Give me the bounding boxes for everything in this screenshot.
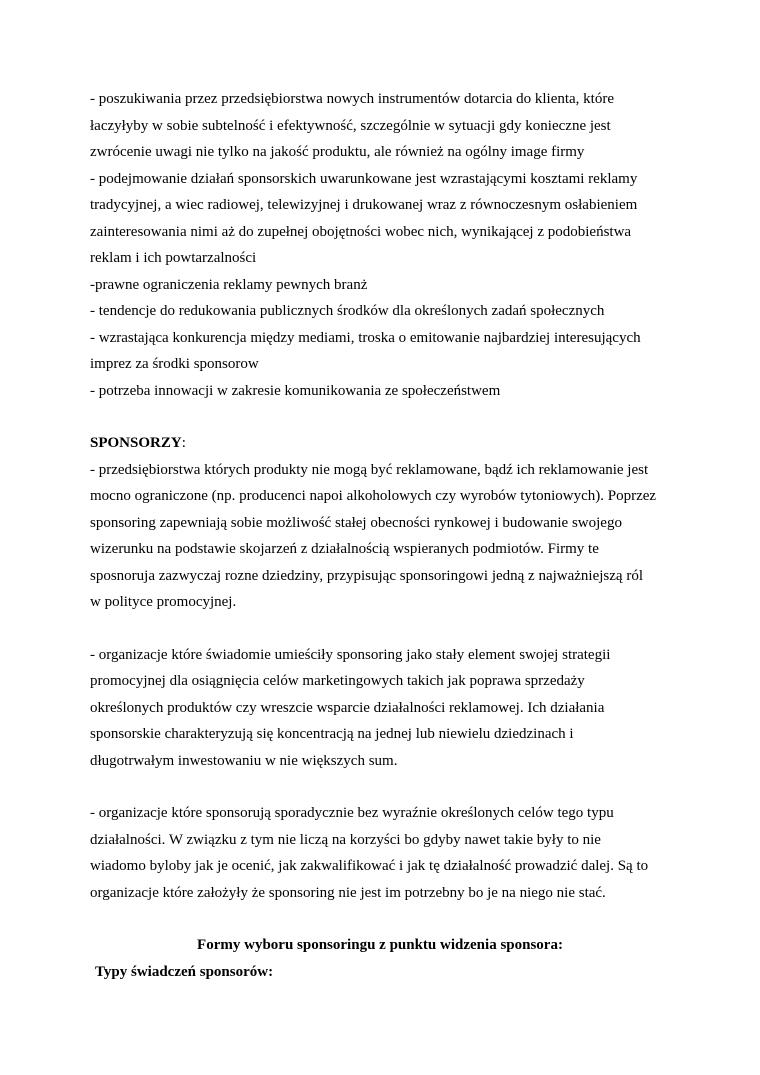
paragraph-line: - organizacje które sponsorują sporadycznie bez wyraźnie określonych celów tego typu	[90, 805, 614, 821]
intro-line: reklam i ich powtarzalności	[90, 250, 257, 266]
paragraph-line: określonych produktów czy wreszcie wsparcie działalności reklamowej. Ich działania	[90, 700, 605, 716]
intro-line: imprez za środki sponsorow	[90, 356, 259, 372]
paragraph-line: sponsorskie charakteryzują się koncentracją na jednej lub niewielu dziedzinach i	[90, 726, 574, 742]
paragraph-line: promocyjnej dla osiągnięcia celów marketingowych takich jak poprawa sprzedaży	[90, 673, 585, 689]
intro-line: - podejmowanie działań sponsorskich uwarunkowane jest wzrastającymi kosztami reklamy	[90, 171, 638, 187]
paragraph-line: w polityce promocyjnej.	[90, 594, 237, 610]
intro-line: -prawne ograniczenia reklamy pewnych branż	[90, 277, 368, 293]
paragraph-line: mocno ograniczone (np. producenci napoi alkoholowych czy wyrobów tytoniowych). Poprzez	[90, 488, 657, 504]
intro-line: zainteresowania nimi aż do zupełnej obojętności wobec nich, wynikającej z podobieństwa	[90, 224, 632, 240]
paragraph-line: - organizacje które świadomie umieściły sponsoring jako stały element swojej strategii	[90, 647, 611, 663]
paragraph-line: wiadomo byloby jak je ocenić, jak zakwalifikować i jak tę działalność prowadzić dalej. Są to	[90, 858, 649, 874]
paragraph-line: organizacje które założyły że sponsoring nie jest im potrzebny bo je na niego nie stać.	[90, 885, 606, 901]
sponsors-heading-colon: :	[181, 435, 186, 451]
paragraph-line: - przedsiębiorstwa których produkty nie mogą być reklamowane, bądź ich reklamowanie jest	[90, 462, 649, 478]
paragraph-line: działalności. W związku z tym nie liczą na korzyści bo gdyby nawet takie były to nie	[90, 832, 601, 848]
paragraph-line: sposnoruja zazwyczaj rozne dziedziny, przypisując sponsoringowi jedną z najważniejszą ról	[90, 568, 643, 584]
intro-line: zwrócenie uwagi nie tylko na jakość produktu, ale również na ogólny image firmy	[90, 144, 585, 160]
paragraph-line: sponsoring zapewniają sobie możliwość stałej obecności rynkowej i budowanie swojego	[90, 515, 622, 531]
paragraph-line: długotrwałym inwestowaniu w nie większych sum.	[90, 753, 398, 769]
intro-line: - wzrastająca konkurencja między mediami, troska o emitowanie najbardziej interesujących	[90, 330, 641, 346]
intro-line: łaczyłyby w sobie subtelność i efektywność, szczególnie w sytuacji gdy konieczne jest	[90, 118, 611, 134]
intro-line: - poszukiwania przez przedsiębiorstwa nowych instrumentów dotarcia do klienta, które	[90, 91, 614, 107]
types-heading: Typy świadczeń sponsorów:	[95, 964, 274, 980]
intro-line: tradycyjnej, a wiec radiowej, telewizyjnej i drukowanej wraz z równoczesnym osłabieniem	[90, 197, 638, 213]
paragraph-line: wizerunku na podstawie skojarzeń z działalnością wspieranych podmiotów. Firmy te	[90, 541, 599, 557]
intro-line: - tendencje do redukowania publicznych środków dla określonych zadań społecznych	[90, 303, 605, 319]
sponsors-heading-text: SPONSORZY	[90, 435, 182, 451]
forms-heading: Formy wyboru sponsoringu z punktu widzenia sponsora:	[197, 937, 563, 953]
intro-line: - potrzeba innowacji w zakresie komunikowania ze społeczeństwem	[90, 383, 501, 399]
sponsors-heading	[90, 433, 186, 453]
